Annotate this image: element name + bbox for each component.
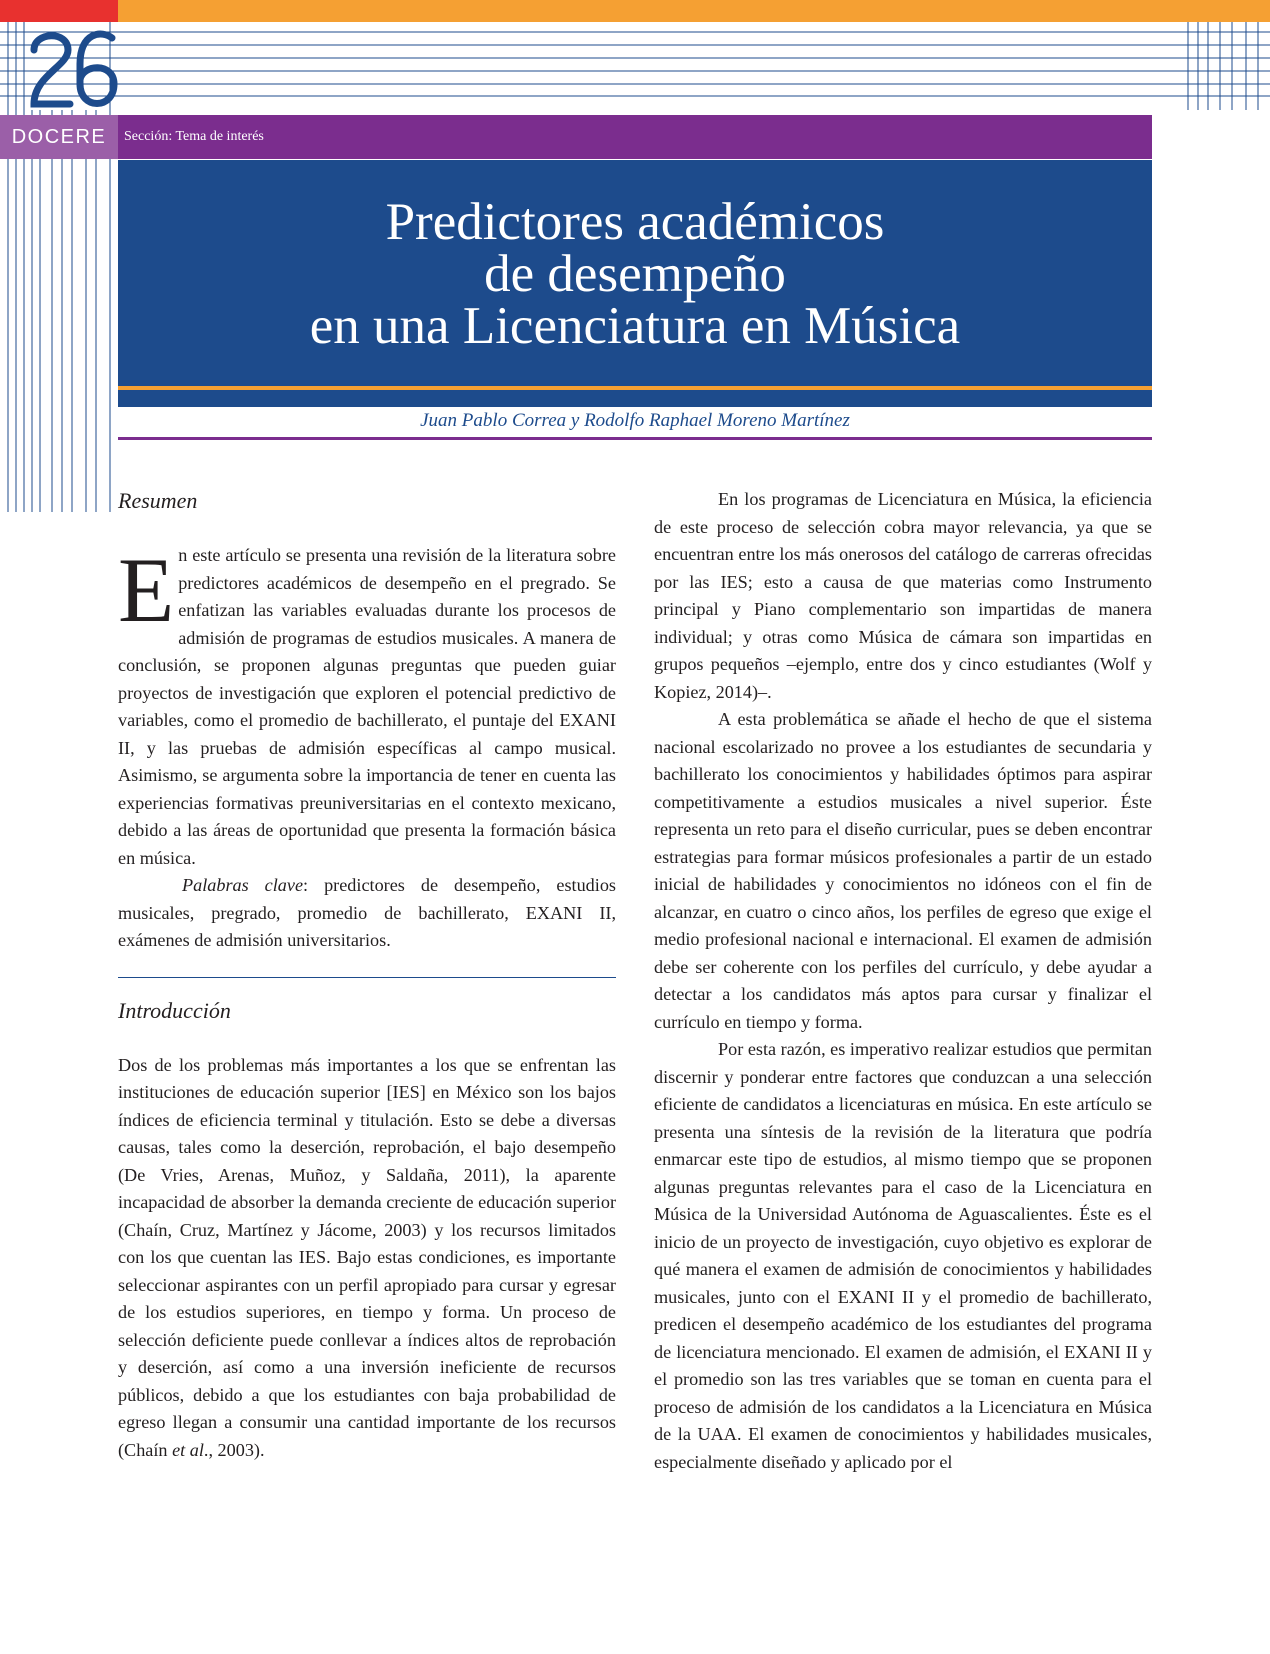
authors: Juan Pablo Correa y Rodolfo Raphael Moreno Martínez [420,410,850,431]
keywords-paragraph [118,872,616,955]
title-line-3: en una Licenciatura en Música [309,297,961,355]
right-paragraph-3: Por esta razón, es imperativo realizar estudios que permitan discernir y ponderar entre factores que conduzcan a una selección eficiente de candidatos a licenciaturas en música. En este artículo se presenta una síntesis de la revisión de la literatura que podría enmarcar este tipo de estudios, al mismo tiempo que se proponen algunas preguntas relevantes para el caso de la Licenciatura en Música de la Universidad Autónoma de Aguascalientes. Éste es el inicio de un proyecto de investigación, cuyo objetivo es explorar de qué manera el examen de admisión de conocimientos y habilidades musicales, junto con el EXANI II y el promedio de bachillerato, predicen el desempeño académico de los estudiantes del programa de licenciatura mencionado. El examen de admisión, el EXANI II y el promedio son las tres variables que se toman en cuenta para el proceso de admisión de los candidatos a la Licenciatura en Música de la UAA. El examen de conocimientos y habilidades musicales, especialmente diseñado y aplicado por el [654,1039,1152,1472]
page-number [28,24,120,110]
left-column [118,486,616,1464]
et-al: et al [172,1439,204,1460]
abstract-divider [118,977,616,978]
title-line-1: Predictores académicos [385,193,885,251]
right-paragraph-2: A esta problemática se añade el hecho de que el sistema nacional escolarizado no provee a los estudiantes de secundaria y bachillerato los conocimientos y habilidades óptimos para aspirar competitivamente a estudios musicales a nivel superior. Éste representa un reto para el diseño curricular, pues se deben encontrar estrategias para formar músicos profesionales a partir de un estado inicial de habilidades y conocimientos no idóneos con el fin de alcanzar, en cuatro o cinco años, los perfiles de egreso que exige el medio profesional nacional e internacional. El examen de admisión debe ser coherente con los perfiles del currículo, y debe ayudar a detectar a los candidatos más aptos para cursar y finalizar el currículo en tiempo y forma. [654,709,1152,1032]
abstract-paragraph [118,539,616,872]
title-blue-strip [118,390,1152,407]
section-label: Sección: Tema de interés [124,129,264,144]
introduction-heading: Introducción [118,997,231,1023]
page-number-text: 26 [74,74,75,75]
introduction-text: Dos de los problemas más importantes a los que se enfrentan las instituciones de educación superior [IES] en México son los bajos índices de eficiencia terminal y titulación. Esto se debe a diversas causas, tales como la deserción, reprobación, el bajo desempeño (De Vries, Arenas, Muñoz, y Saldaña, 2011), la aparente incapacidad de absorber la demanda creciente de educación superior (Chaín, Cruz, Martínez y Jácome, 2003) y los recursos limitados con los que cuentan las IES. Bajo estas condiciones, es importante seleccionar aspirantes con un perfil apropiado para cursar y egresar de los estudios superiores, en tiempo y forma. Un proceso de selección deficiente puede conllevar a índices altos de reprobación y deserción, así como a una inversión ineficiente de recursos públicos, debido a que los estudiantes con baja probabilidad de egreso llegan a consumir una cantidad importante de los recursos (Chaín [118,1054,616,1460]
top-bar-orange [118,0,1270,22]
introduction-paragraph [118,1052,616,1465]
drop-cap: E [118,539,175,641]
article-title [118,193,1152,355]
introduction-text-end: ., 2003). [203,1439,265,1460]
title-line-2: de desempeño [484,245,786,303]
top-bar-red [0,0,118,22]
section-band [118,115,1152,159]
right-paragraph-1: En los programas de Licenciatura en Música, la eficiencia de este proceso de selección cobra mayor relevancia, ya que se encuentran entre los más onerosos del catálogo de carreras ofrecidas por las IES; esto a causa de que materias como Instrumento principal y Piano complementario son impartidas de manera individual; y otras como Música de cámara son impartidas en grupos pequeños –ejemplo, entre dos y cinco estudiantes (Wolf y Kopiez, 2014)–. [654,489,1152,702]
keywords-label: Palabras clave [182,875,304,895]
right-column [654,486,1152,1476]
abstract-text: n este artículo se presenta una revisión de la literatura sobre predictores académicos de desempeño en el pregrado. Se enfatizan las variables evaluadas durante los procesos de admisión de programas de estudios musicales. A manera de conclusión, se proponen algunas preguntas que pueden guiar proyectos de investigación que exploren el potencial predictivo de variables, como el promedio de bachillerato, el puntaje del EXANI II, y las pruebas de admisión específicas al campo musical. Asimismo, se argumenta sobre la importancia de tener en cuenta las experiencias formativas preuniversitarias en el contexto mexicano, debido a las áreas de oportunidad que presenta la formación básica en música. [118,545,616,868]
magazine-name: DOCERE [0,115,118,159]
abstract-heading: Resumen [118,488,198,513]
keywords-text: : predictores de desempeño, estudios musicales, pregrado, promedio de bachillerato, EXANI II, exámenes de admisión universitarios. [118,875,616,950]
purple-rule [118,437,1152,440]
